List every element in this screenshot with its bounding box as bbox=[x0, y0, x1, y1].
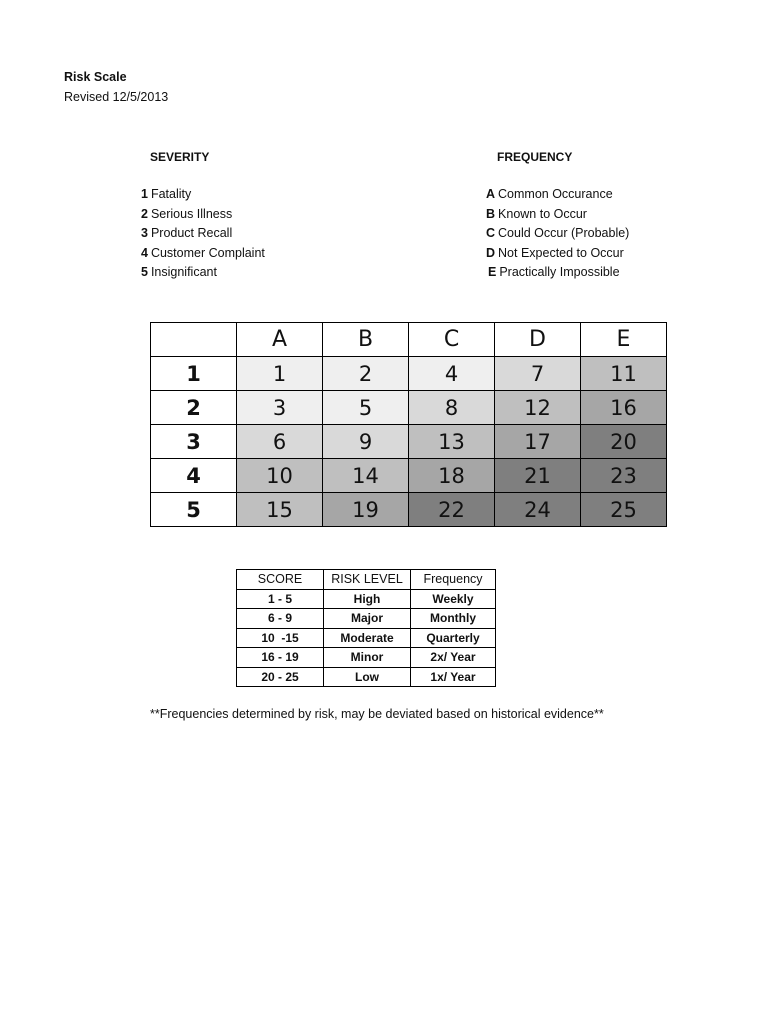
frequency-label: Not Expected to Occur bbox=[498, 245, 624, 260]
severity-label: Serious Illness bbox=[150, 206, 233, 221]
matrix-cell: 16 bbox=[581, 391, 667, 425]
matrix-column-header: E bbox=[581, 323, 667, 357]
severity-key: 1 bbox=[141, 187, 148, 201]
score-row bbox=[237, 648, 496, 668]
matrix-cell: 24 bbox=[495, 493, 581, 527]
frequency-column-header: Frequency bbox=[411, 570, 496, 590]
matrix-cell: 6 bbox=[237, 425, 323, 459]
severity-key: 4 bbox=[141, 245, 148, 260]
matrix-row-header: 3 bbox=[151, 425, 237, 459]
matrix-column-header: B bbox=[323, 323, 409, 357]
severity-label: Insignificant bbox=[150, 265, 217, 279]
frequency-item bbox=[486, 205, 629, 225]
matrix-row bbox=[151, 459, 667, 493]
frequency-label: Known to Occur bbox=[498, 206, 587, 221]
matrix-cell: 8 bbox=[409, 391, 495, 425]
severity-item bbox=[141, 205, 265, 225]
matrix-column-header: C bbox=[409, 323, 495, 357]
matrix-cell: 13 bbox=[409, 425, 495, 459]
frequency-item bbox=[486, 244, 629, 264]
score-row bbox=[237, 667, 496, 687]
matrix-row bbox=[151, 357, 667, 391]
matrix-cell: 7 bbox=[495, 357, 581, 391]
footnote: **Frequencies determined by risk, may be deviated based on historical evidence** bbox=[150, 707, 604, 721]
review-frequency: Monthly bbox=[411, 609, 496, 629]
risk-level: Major bbox=[324, 609, 411, 629]
score-range: 16 - 19 bbox=[237, 648, 324, 668]
severity-key: 3 bbox=[141, 226, 148, 240]
score-row bbox=[237, 628, 496, 648]
frequency-key: E bbox=[488, 265, 497, 279]
matrix-cell: 12 bbox=[495, 391, 581, 425]
matrix-cell: 4 bbox=[409, 357, 495, 391]
matrix-cell: 19 bbox=[323, 493, 409, 527]
severity-key: 2 bbox=[141, 206, 148, 221]
frequency-list bbox=[486, 185, 629, 283]
frequency-key: D bbox=[486, 245, 496, 260]
severity-key: 5 bbox=[141, 265, 148, 279]
matrix-row bbox=[151, 391, 667, 425]
matrix-cell: 3 bbox=[237, 391, 323, 425]
risk-level-column-header: RISK LEVEL bbox=[324, 570, 411, 590]
score-column-header: SCORE bbox=[237, 570, 324, 590]
document-title: Risk Scale bbox=[64, 70, 127, 84]
severity-label: Customer Complaint bbox=[150, 245, 265, 260]
score-header-row bbox=[237, 570, 496, 590]
matrix-row bbox=[151, 425, 667, 459]
matrix-row bbox=[151, 493, 667, 527]
matrix-cell: 2 bbox=[323, 357, 409, 391]
score-range: 10 -15 bbox=[237, 628, 324, 648]
frequency-key: B bbox=[486, 206, 496, 221]
matrix-cell: 5 bbox=[323, 391, 409, 425]
severity-item bbox=[141, 224, 265, 244]
severity-item bbox=[141, 244, 265, 264]
matrix-cell: 21 bbox=[495, 459, 581, 493]
risk-level: High bbox=[324, 589, 411, 609]
matrix-row-header: 1 bbox=[151, 357, 237, 391]
score-row bbox=[237, 609, 496, 629]
frequency-label: Common Occurance bbox=[498, 187, 613, 201]
matrix-row-header: 5 bbox=[151, 493, 237, 527]
revision-date: Revised 12/5/2013 bbox=[64, 90, 169, 104]
severity-label: Product Recall bbox=[150, 226, 233, 240]
frequency-item bbox=[486, 263, 629, 283]
matrix-column-header: D bbox=[495, 323, 581, 357]
matrix-cell: 20 bbox=[581, 425, 667, 459]
matrix-cell: 25 bbox=[581, 493, 667, 527]
matrix-cell: 22 bbox=[409, 493, 495, 527]
frequency-item bbox=[486, 224, 629, 244]
score-row bbox=[237, 589, 496, 609]
frequency-key: C bbox=[486, 226, 496, 240]
risk-level: Moderate bbox=[324, 628, 411, 648]
matrix-cell: 10 bbox=[237, 459, 323, 493]
frequency-label: Could Occur (Probable) bbox=[498, 226, 630, 240]
severity-label: Fatality bbox=[150, 187, 192, 201]
matrix-cell: 18 bbox=[409, 459, 495, 493]
matrix-cell: 23 bbox=[581, 459, 667, 493]
score-range: 6 - 9 bbox=[237, 609, 324, 629]
risk-level: Minor bbox=[324, 648, 411, 668]
matrix-cell: 14 bbox=[323, 459, 409, 493]
matrix-cell: 1 bbox=[237, 357, 323, 391]
score-range: 1 - 5 bbox=[237, 589, 324, 609]
review-frequency: 1x/ Year bbox=[411, 667, 496, 687]
matrix-row-header: 4 bbox=[151, 459, 237, 493]
matrix-cell: 17 bbox=[495, 425, 581, 459]
risk-matrix bbox=[150, 322, 667, 527]
frequency-heading: FREQUENCY bbox=[497, 150, 573, 164]
matrix-header-row bbox=[151, 323, 667, 357]
review-frequency: 2x/ Year bbox=[411, 648, 496, 668]
risk-level: Low bbox=[324, 667, 411, 687]
matrix-cell: 9 bbox=[323, 425, 409, 459]
score-range: 20 - 25 bbox=[237, 667, 324, 687]
matrix-cell: 11 bbox=[581, 357, 667, 391]
severity-item bbox=[141, 263, 265, 283]
frequency-item bbox=[486, 185, 629, 205]
frequency-label: Practically Impossible bbox=[499, 265, 620, 279]
review-frequency: Quarterly bbox=[411, 628, 496, 648]
matrix-cell: 15 bbox=[237, 493, 323, 527]
matrix-corner-cell bbox=[151, 323, 237, 357]
matrix-row-header: 2 bbox=[151, 391, 237, 425]
severity-list bbox=[141, 185, 265, 283]
severity-heading: SEVERITY bbox=[150, 150, 210, 164]
matrix-column-header: A bbox=[237, 323, 323, 357]
frequency-key: A bbox=[486, 187, 496, 201]
review-frequency: Weekly bbox=[411, 589, 496, 609]
score-table bbox=[236, 569, 496, 687]
severity-item bbox=[141, 185, 265, 205]
